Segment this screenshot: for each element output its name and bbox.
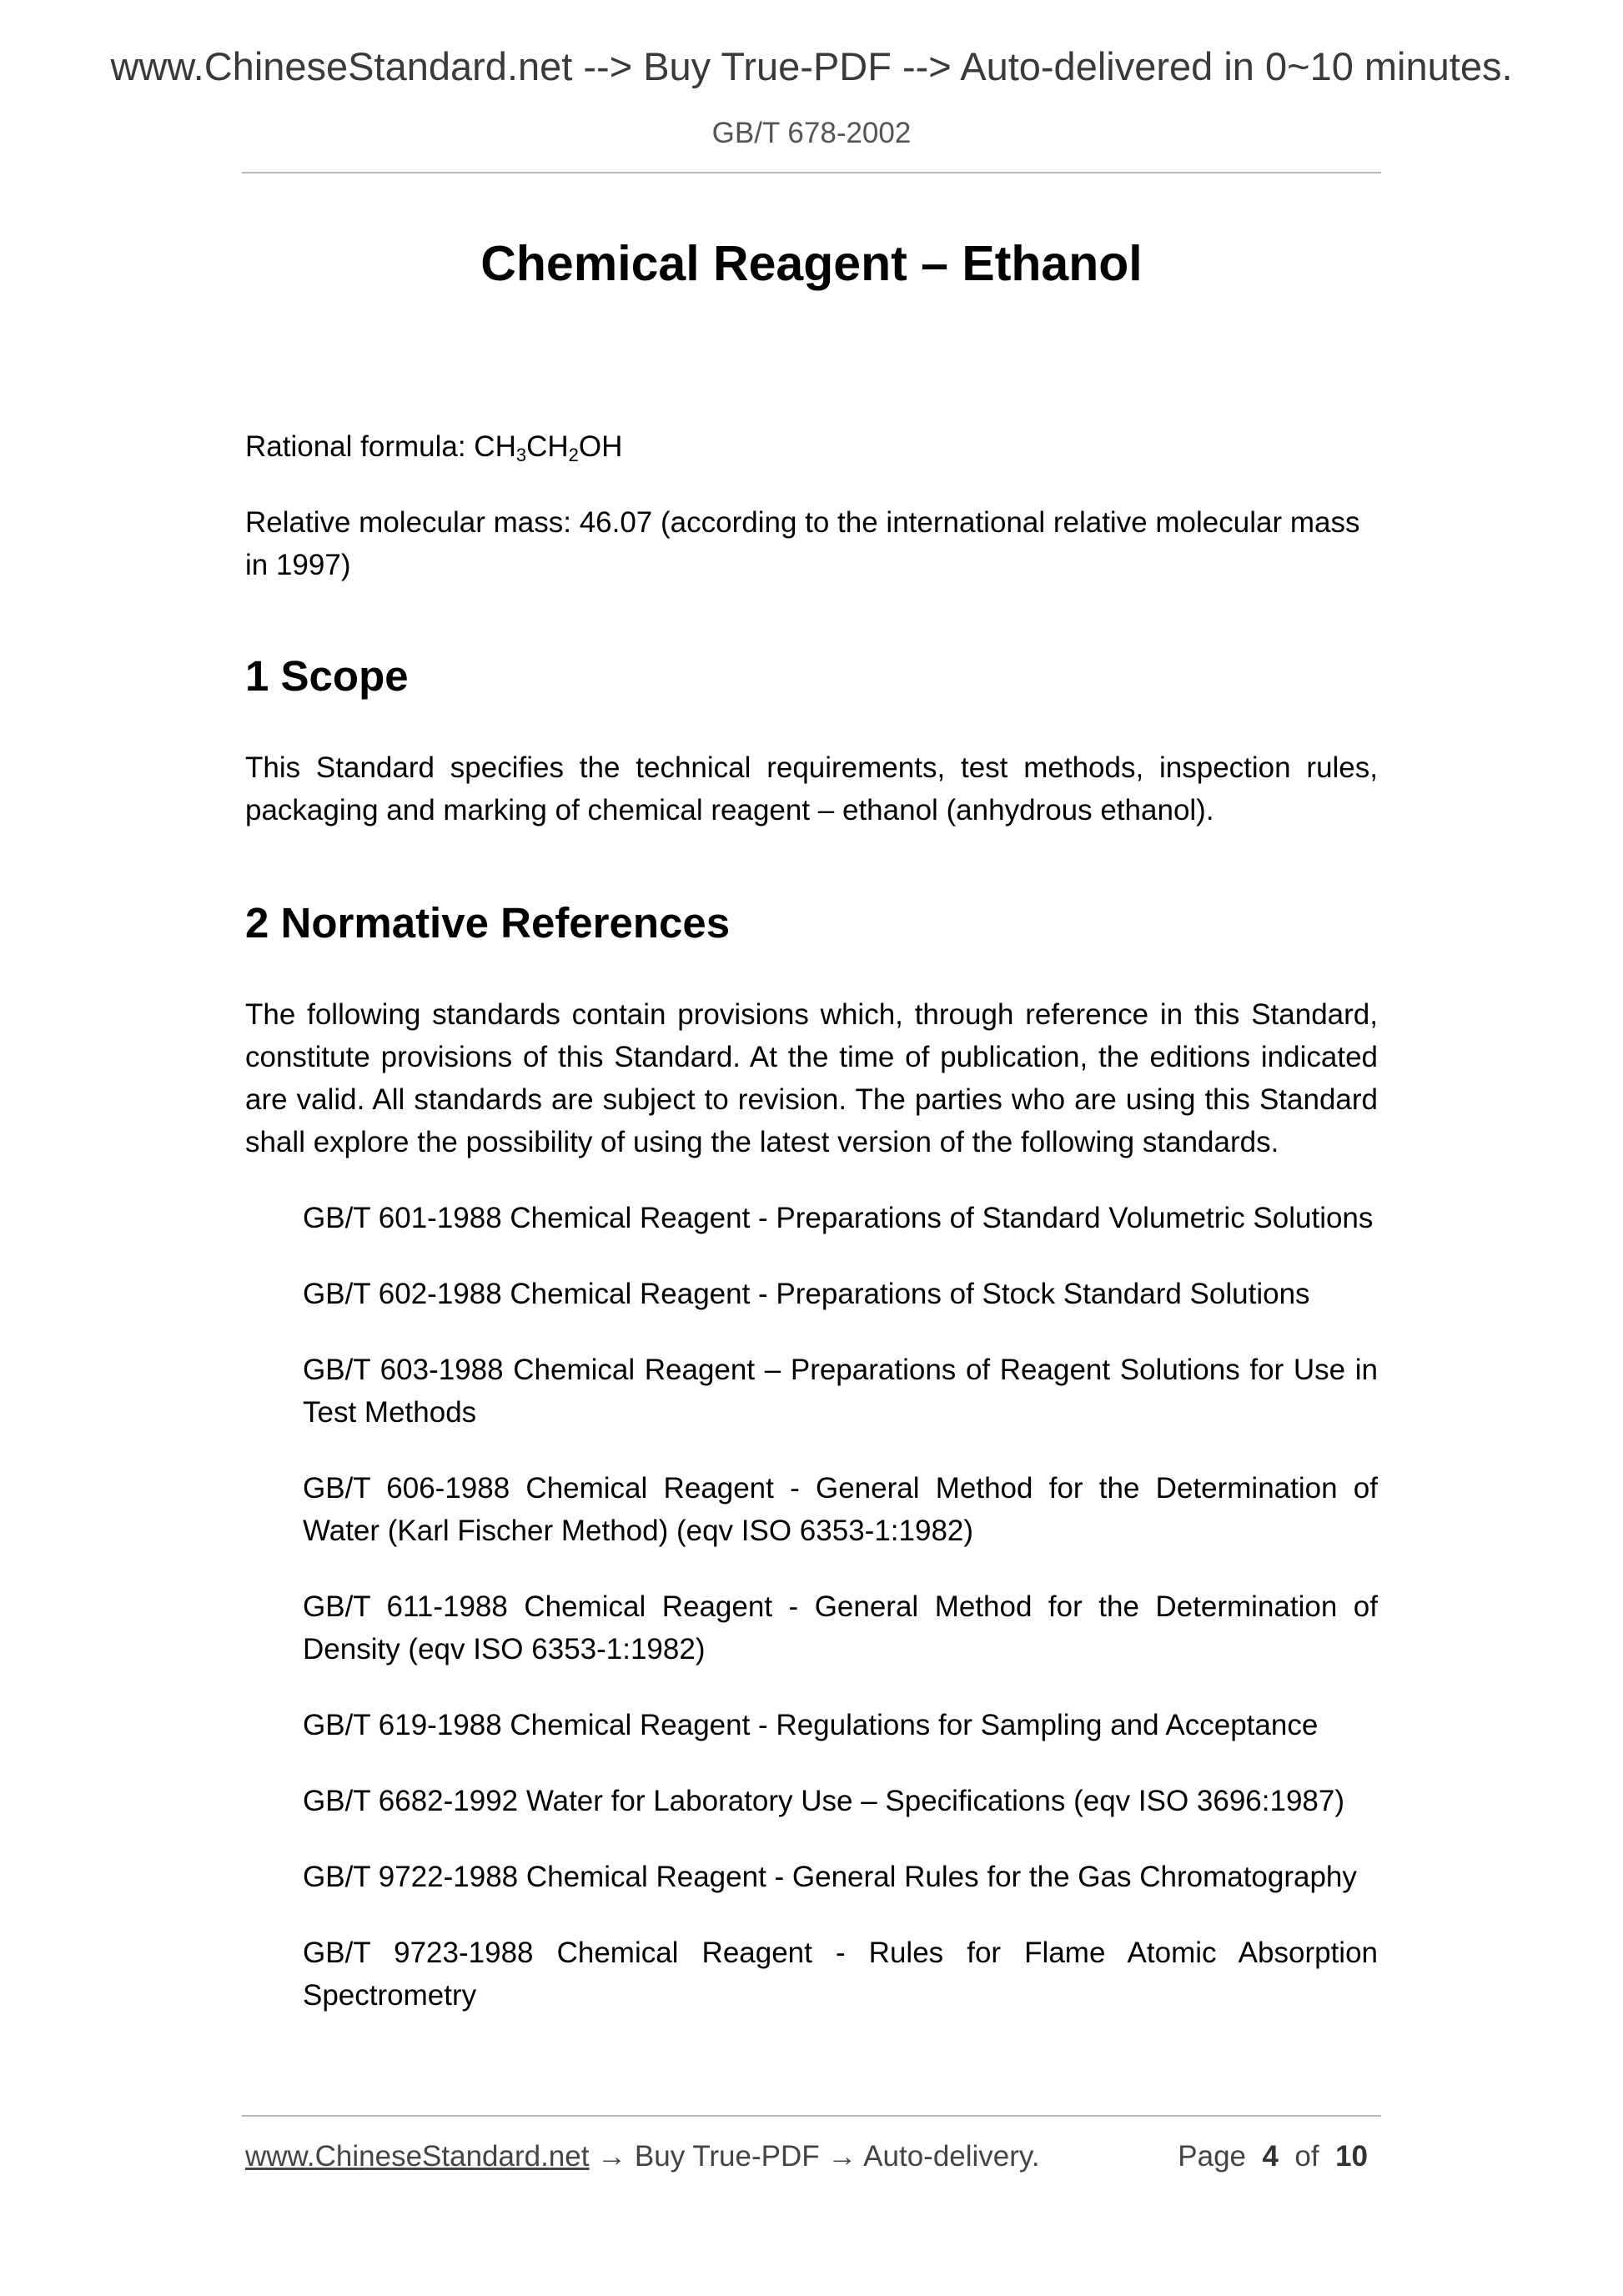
- page-word: Page: [1178, 2140, 1247, 2173]
- reference-item: GB/T 602-1988 Chemical Reagent - Preparations of Stock Standard Solutions: [303, 1278, 1310, 1310]
- section-body-references: The following standards contain provisions which, through reference in this Standard, constitute provisions of this Standard. At the time of publication, the editions indicated are valid. All standards are subject to revision. The parties who are using this Standard shall explore the possibility of using the latest version of the following standards.: [245, 998, 1378, 1158]
- molecular-mass: Relative molecular mass: 46.07 (according to the international relative molecular mass in 1997): [245, 506, 1360, 581]
- total-pages: 10: [1335, 2140, 1368, 2173]
- reference-item: GB/T 606-1988 Chemical Reagent - General Method for the Determination of Water (Karl Fischer Method) (eqv ISO 6353-1:1982): [303, 1472, 1378, 1547]
- formula-label: Rational formula:: [245, 430, 475, 463]
- formula-ch-2: CH: [526, 430, 569, 463]
- reference-item: GB/T 9722-1988 Chemical Reagent - General Rules for the Gas Chromatography: [303, 1861, 1357, 1893]
- reference-item: GB/T 619-1988 Chemical Reagent - Regulations for Sampling and Acceptance: [303, 1709, 1319, 1741]
- formula-sub-2: 2: [568, 445, 579, 465]
- rational-formula: [245, 425, 1378, 468]
- formula-ch-1: CH: [474, 430, 516, 463]
- document-title: Chemical Reagent – Ethanol: [480, 236, 1143, 291]
- reference-list: [245, 1197, 1378, 2017]
- reference-item: GB/T 6682-1992 Water for Laboratory Use – Specifications (eqv ISO 3696:1987): [303, 1785, 1345, 1817]
- reference-item: GB/T 603-1988 Chemical Reagent – Preparations of Reagent Solutions for Use in Test Methods: [303, 1354, 1378, 1429]
- formula-sub-3: 3: [515, 445, 527, 465]
- standard-code: GB/T 678-2002: [711, 117, 912, 149]
- section-heading-references: 2 Normative References: [245, 899, 731, 947]
- page-number: 4: [1262, 2140, 1279, 2173]
- footer-site-link[interactable]: www.ChineseStandard.net: [245, 2140, 590, 2173]
- formula-oh: OH: [578, 430, 623, 463]
- section-heading-scope: 1 Scope: [245, 652, 409, 700]
- footer-left: [245, 2140, 1040, 2173]
- footer-divider: [242, 2115, 1381, 2117]
- reference-item: GB/T 9723-1988 Chemical Reagent - Rules for Flame Atomic Absorption Spectrometry: [303, 1937, 1378, 2012]
- reference-item: GB/T 601-1988 Chemical Reagent - Preparations of Standard Volumetric Solutions: [303, 1202, 1374, 1234]
- reference-item: GB/T 611-1988 Chemical Reagent - General Method for the Determination of Density (eqv ISO 6353-1:1982): [303, 1590, 1378, 1665]
- header-divider: [242, 172, 1381, 173]
- section-body-scope: This Standard specifies the technical requirements, test methods, inspection rules, packaging and marking of chemical reagent – ethanol (anhydrous ethanol).: [245, 751, 1378, 826]
- page-indicator: [1178, 2140, 1368, 2173]
- document-body: [245, 425, 1378, 2017]
- of-word: of: [1294, 2140, 1319, 2173]
- top-banner: www.ChineseStandard.net --> Buy True-PDF --> Auto-delivered in 0~10 minutes.: [110, 44, 1513, 88]
- footer-delivery-text: → Buy True-PDF → Auto-delivery.: [589, 2140, 1040, 2173]
